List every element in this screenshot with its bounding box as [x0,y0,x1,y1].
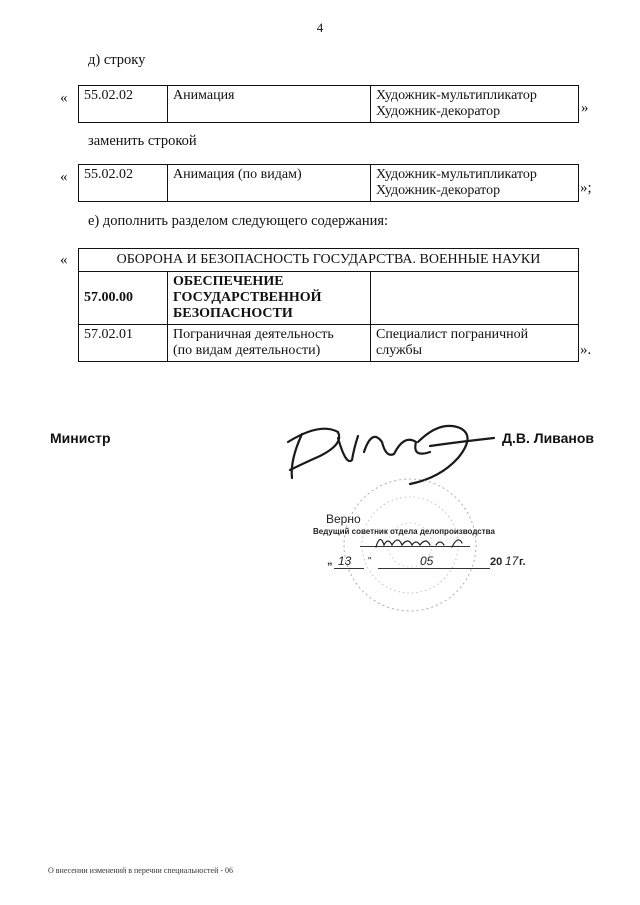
table-row [79,86,579,123]
signatory-title: Министр [50,430,111,446]
date-year-unit: г. [519,556,526,568]
date-year-prefix: 20 [490,556,503,568]
open-quote: « [60,169,68,185]
paragraph-e-intro: е) дополнить разделом следующего содержания: [88,213,389,229]
qualification-line: Художник-мультипликатор [376,88,537,103]
day-line [334,568,364,569]
group-name-line: БЕЗОПАСНОСТИ [173,306,293,321]
qualification-cell [371,86,579,123]
date-day: 13 [338,554,352,568]
verified-label: Верно [326,512,361,526]
paragraph-d-intro: д) строку [88,52,146,68]
qualification-line: Художник-мультипликатор [376,167,537,182]
date-month: 05 [420,554,434,568]
specialty-name [168,325,371,362]
qualification-line: Специалист пограничной [376,327,529,342]
close-quote: »; [580,180,592,196]
qualification-line: Художник-декоратор [376,104,501,119]
open-quote: « [60,252,68,268]
close-quote: ». [580,342,592,358]
table-old-row [78,85,579,123]
group-code: 57.00.00 [79,272,168,325]
page-number: 4 [316,20,324,35]
specialty-name: Анимация [168,86,371,123]
date-close-quote: " [368,556,372,567]
qualification-line: службы [376,343,423,358]
paragraph-replace-intro: заменить строкой [88,133,197,149]
qualification-cell [371,325,579,362]
specialty-code: 57.02.01 [79,325,168,362]
group-name-line: ГОСУДАРСТВЕННОЙ [173,290,322,305]
table-new-section [78,248,579,362]
section-title: ОБОРОНА И БЕЗОПАСНОСТЬ ГОСУДАРСТВА. ВОЕННЫЕ НАУКИ [79,249,579,272]
specialty-name-line: Пограничная деятельность [173,327,334,342]
close-quote: » [581,100,589,116]
table-row [79,249,579,272]
open-quote: « [60,90,68,106]
certifier-position: Ведущий советник отдела делопроизводства [313,527,495,536]
signatory-name: Д.В. Ливанов [502,430,595,446]
specialty-name-line: (по видам деятельности) [173,343,321,358]
table-new-row [78,164,579,202]
group-name [168,272,371,325]
empty-cell [371,272,579,325]
certifier-signature [372,531,472,553]
group-name-line: ОБЕСПЕЧЕНИЕ [173,274,284,289]
specialty-code: 55.02.02 [79,165,168,202]
table-row [79,272,579,325]
qualification-line: Художник-декоратор [376,183,501,198]
table-row [79,165,579,202]
specialty-code: 55.02.02 [79,86,168,123]
table-row [79,325,579,362]
qualification-cell [371,165,579,202]
specialty-name: Анимация (по видам) [168,165,371,202]
footer-note: О внесении изменений в перечни специальностей - 06 [48,866,234,875]
date-year-suffix: 17 [505,554,519,568]
month-line [378,568,490,569]
date-open-quote: „ [327,555,333,567]
